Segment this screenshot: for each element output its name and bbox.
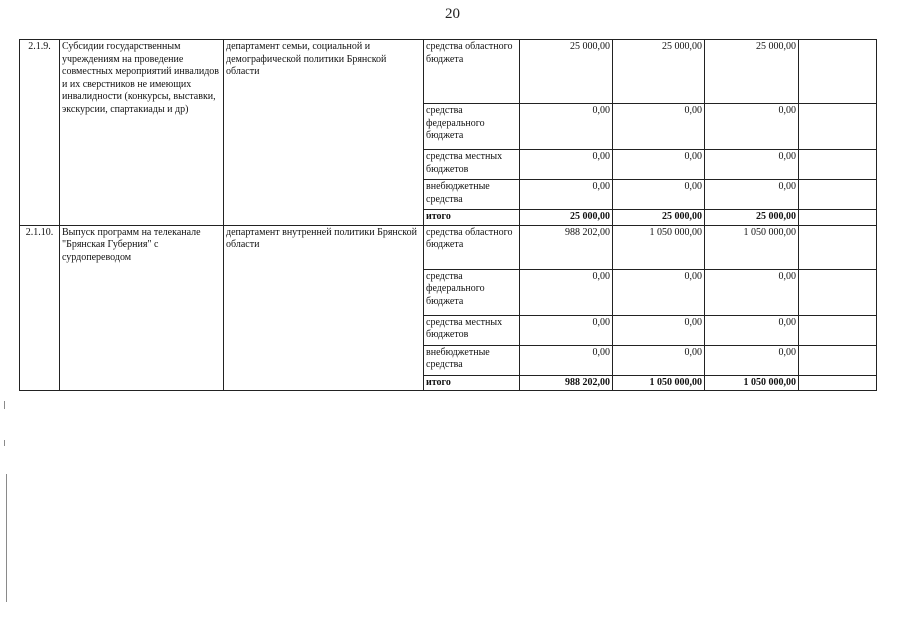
page-number: 20 bbox=[445, 6, 460, 22]
amount-cell: 988 202,00 bbox=[520, 225, 613, 269]
empty-cell bbox=[799, 180, 877, 210]
amount-cell: 0,00 bbox=[705, 180, 799, 210]
measure-code: 2.1.10. bbox=[20, 225, 60, 391]
funding-source: средства местных бюджетов bbox=[424, 315, 520, 345]
amount-cell: 25 000,00 bbox=[520, 40, 613, 104]
amount-cell: 25 000,00 bbox=[705, 40, 799, 104]
funding-source: внебюджетные средства bbox=[424, 345, 520, 375]
amount-cell: 0,00 bbox=[613, 345, 705, 375]
funding-source: средства федерального бюджета bbox=[424, 104, 520, 150]
empty-cell bbox=[799, 210, 877, 226]
amount-cell: 0,00 bbox=[705, 269, 799, 315]
amount-cell: 0,00 bbox=[613, 150, 705, 180]
total-amount: 25 000,00 bbox=[613, 210, 705, 226]
measure-title: Выпуск программ на телеканале "Брянская Губерния" с сурдопереводом bbox=[60, 225, 224, 391]
empty-cell bbox=[799, 315, 877, 345]
empty-cell bbox=[799, 375, 877, 391]
scan-artifact bbox=[4, 401, 5, 409]
funding-source: средства местных бюджетов bbox=[424, 150, 520, 180]
amount-cell: 0,00 bbox=[705, 150, 799, 180]
budget-table bbox=[19, 39, 877, 391]
empty-cell bbox=[799, 40, 877, 104]
empty-cell bbox=[799, 345, 877, 375]
amount-cell: 0,00 bbox=[613, 180, 705, 210]
amount-cell: 0,00 bbox=[520, 180, 613, 210]
amount-cell: 0,00 bbox=[520, 315, 613, 345]
table-row bbox=[20, 225, 877, 269]
total-amount: 1 050 000,00 bbox=[705, 375, 799, 391]
total-amount: 1 050 000,00 bbox=[613, 375, 705, 391]
amount-cell: 25 000,00 bbox=[613, 40, 705, 104]
total-label: итого bbox=[424, 210, 520, 226]
total-amount: 25 000,00 bbox=[520, 210, 613, 226]
measure-executor: департамент семьи, социальной и демографической политики Брянской области bbox=[224, 40, 424, 226]
measure-code: 2.1.9. bbox=[20, 40, 60, 226]
table-row bbox=[20, 40, 877, 104]
funding-source: внебюджетные средства bbox=[424, 180, 520, 210]
funding-source: средства областного бюджета bbox=[424, 40, 520, 104]
measure-title: Субсидии государственным учреждениям на проведение совместных мероприятий инвалидов и их сверстников не имеющих инвалидности (конкурсы, выставки, экскурсии, спартакиады и др) bbox=[60, 40, 224, 226]
amount-cell: 0,00 bbox=[613, 269, 705, 315]
amount-cell: 0,00 bbox=[520, 150, 613, 180]
empty-cell bbox=[799, 225, 877, 269]
amount-cell: 0,00 bbox=[705, 315, 799, 345]
total-amount: 988 202,00 bbox=[520, 375, 613, 391]
amount-cell: 0,00 bbox=[520, 269, 613, 315]
amount-cell: 0,00 bbox=[520, 104, 613, 150]
empty-cell bbox=[799, 104, 877, 150]
amount-cell: 0,00 bbox=[613, 315, 705, 345]
empty-cell bbox=[799, 269, 877, 315]
amount-cell: 1 050 000,00 bbox=[705, 225, 799, 269]
total-amount: 25 000,00 bbox=[705, 210, 799, 226]
funding-source: средства областного бюджета bbox=[424, 225, 520, 269]
funding-source: средства федерального бюджета bbox=[424, 269, 520, 315]
measure-executor: департамент внутренней политики Брянской области bbox=[224, 225, 424, 391]
scan-artifact bbox=[6, 474, 7, 602]
empty-cell bbox=[799, 150, 877, 180]
amount-cell: 1 050 000,00 bbox=[613, 225, 705, 269]
total-label: итого bbox=[424, 375, 520, 391]
amount-cell: 0,00 bbox=[705, 104, 799, 150]
scan-artifact bbox=[4, 440, 5, 446]
amount-cell: 0,00 bbox=[705, 345, 799, 375]
amount-cell: 0,00 bbox=[520, 345, 613, 375]
amount-cell: 0,00 bbox=[613, 104, 705, 150]
